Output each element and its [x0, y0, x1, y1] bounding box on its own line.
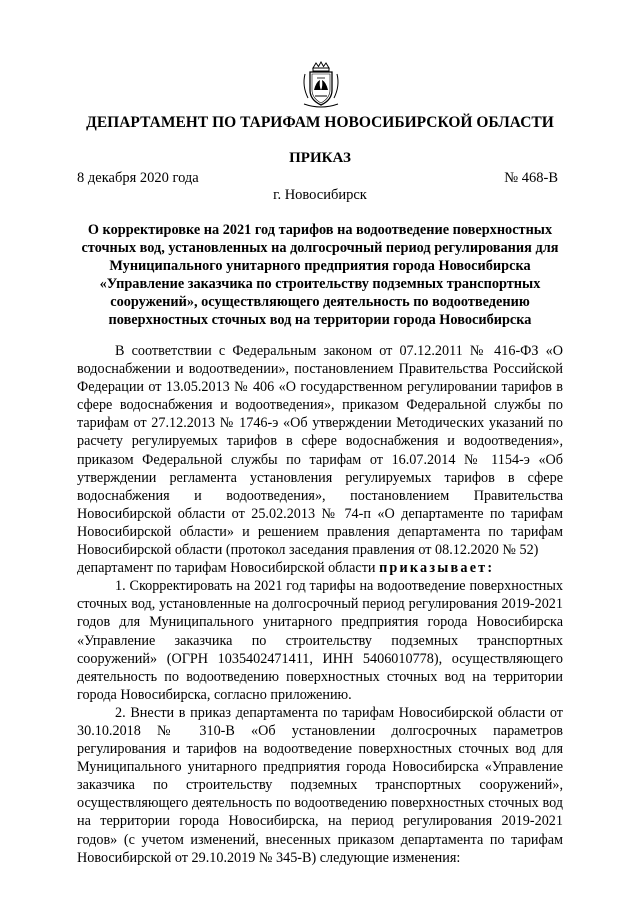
title-line: «Управление заказчика по строительству подземных транспортных: [99, 276, 541, 292]
order-intro: департамент по тарифам Новосибирской области: [77, 560, 380, 577]
document-type: ПРИКАЗ: [289, 150, 351, 166]
coat-of-arms-icon: [296, 60, 346, 110]
document-title: [77, 221, 563, 329]
order-line: [77, 559, 563, 577]
department-name: ДЕПАРТАМЕНТ ПО ТАРИФАМ НОВОСИБИРСКОЙ ОБЛАСТИ: [86, 114, 554, 131]
document-city: г. Новосибирск: [273, 187, 367, 203]
title-line: сточных вод, установленных на долгосрочный период регулирования для: [81, 240, 559, 256]
document-date: 8 декабря 2020 года: [77, 170, 199, 186]
title-line: Муниципального унитарного предприятия города Новосибирска: [109, 258, 531, 274]
title-line: О корректировке на 2021 год тарифов на водоотведение поверхностных: [87, 222, 553, 238]
document-number: № 468-В: [504, 170, 558, 186]
item-2-paragraph: 2. Внести в приказ департамента по тарифам Новосибирской области от 30.10.2018 № 310-В «Об установлении долгосрочных параметров регулирования и тарифов на водоотведение поверхностных сточных вод для Муниципального унитарного предприятия города Новосибирска «Управление заказчика по строительству подземных транспортных сооружений», осуществляющего деятельность по водоотведению поверхностных сточных вод на территории города Новосибирска, на период регулирования 2019-2021 годов» (с учетом изменений, внесенных приказом департамента по тарифам Новосибирской от 29.10.2019 № 345-В) следующие изменения:: [77, 704, 563, 866]
order-word: приказывает:: [379, 560, 495, 577]
preamble-paragraph: В соответствии с Федеральным законом от 07.12.2011 № 416-ФЗ «О водоснабжении и водоотведении», постановлением Правительства Российской Федерации от 13.05.2013 № 406 «О государственном регулировании тарифов в сфере водоснабжения и водоотведения», приказом Федеральной службы по тарифам от 27.12.2013 № 1746-э «Об утверждении Методических указаний по расчету регулируемых тарифов в сфере водоснабжения и водоотведения», приказом Федеральной службы по тарифам от 16.07.2014 № 1154-э «Об утверждении регламента установления регулируемых тарифов в сфере водоснабжения и водоотведения», постановлением Правительства Новосибирской области от 25.02.2013 № 74-п «О департаменте по тарифам Новосибирской области» и решением правления департамента по тарифам Новосибирской области (протокол заседания правления от 08.12.2020 № 52): [77, 343, 563, 559]
document-body: [77, 342, 563, 867]
title-line: поверхностных сточных вод на территории города Новосибирска: [108, 312, 532, 328]
title-line: сооружений», осуществляющего деятельность по водоотведению: [110, 294, 530, 310]
item-1-paragraph: 1. Скорректировать на 2021 год тарифы на водоотведение поверхностных сточных вод, установленные на долгосрочный период регулирования 2019-2021 годов для Муниципального унитарного предприятия города Новосибирска «Управление заказчика по строительству подземных транспортных сооружений» (ОГРН 1035402471411, ИНН 5406010778), осуществляющего деятельность по водоотведению поверхностных сточных вод на территории города Новосибирска, согласно приложению.: [77, 578, 563, 703]
